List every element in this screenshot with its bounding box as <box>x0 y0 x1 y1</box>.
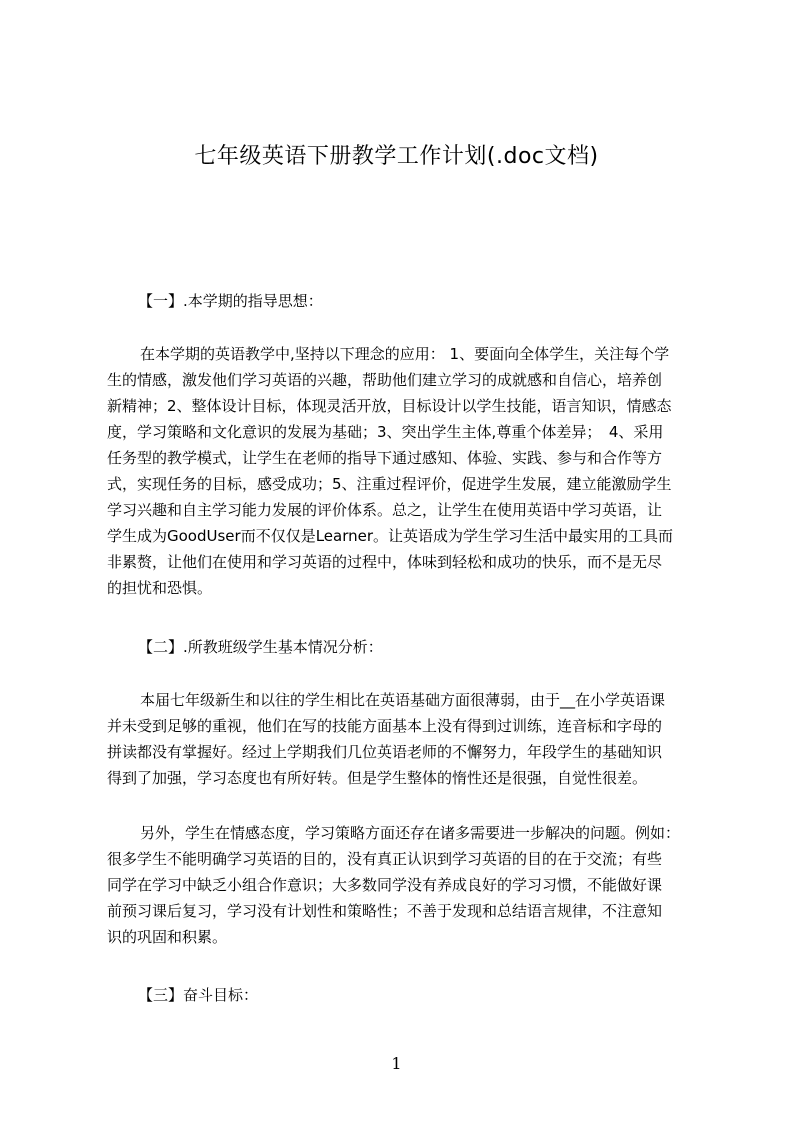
paragraph-line: 生的情感，激发他们学习英语的兴趣，帮助他们建立学习的成就感和自信心，培养创 <box>107 371 663 389</box>
paragraph-line: 并未受到足够的重视，他们在写的技能方面基本上没有得到过训练，连音标和字母的 <box>107 717 663 735</box>
paragraph-line: 任务型的教学模式，让学生在老师的指导下通过感知、体验、实践、参与和合作等方 <box>107 449 663 467</box>
section-heading-3: 【三】奋斗目标： <box>138 986 259 1004</box>
paragraph-line: 的担忧和恐惧。 <box>107 579 213 597</box>
paragraph-line: 得到了加强，学习态度也有所好转。但是学生整体的惰性还是很强，自觉性很差。 <box>107 769 648 787</box>
section-heading-1: 【一】.本学期的指导思想： <box>138 292 323 310</box>
paragraph-2 <box>107 687 697 791</box>
section-heading-2: 【二】.所教班级学生基本情况分析： <box>138 638 383 656</box>
paragraph-line: 同学在学习中缺乏小组合作意识；大多数同学没有养成良好的学习习惯，不能做好课 <box>107 876 663 894</box>
paragraph-line: 度，学习策略和文化意识的发展为基础；3、突出学生主体,尊重个体差异； 4、采用 <box>107 423 664 441</box>
paragraph-line: 在本学期的英语教学中,坚持以下理念的应用： 1、要面向全体学生，关注每个学 <box>140 345 670 363</box>
paragraph-line: 新精神；2、整体设计目标，体现灵活开放，目标设计以学生技能，语言知识，情感态 <box>107 397 672 415</box>
paragraph-line: 学生成为GoodUser而不仅仅是Learner。让英语成为学生学习生活中最实用的工具而 <box>107 527 674 545</box>
paragraph-line: 前预习课后复习，学习没有计划性和策略性；不善于发现和总结语言规律，不注意知 <box>107 902 663 920</box>
paragraph-1 <box>107 341 697 601</box>
paragraph-line: 拼读都没有掌握好。经过上学期我们几位英语老师的不懈努力，年段学生的基础知识 <box>107 743 663 761</box>
paragraph-line: 式，实现任务的目标，感受成功；5、注重过程评价，促进学生发展，建立能激励学生 <box>107 475 672 493</box>
page-number: 1 <box>391 1054 402 1073</box>
paragraph-line: 识的巩固和积累。 <box>107 928 228 946</box>
paragraph-line: 非累赘，让他们在使用和学习英语的过程中，体味到轻松和成功的快乐，而不是无尽 <box>107 553 663 571</box>
paragraph-line: 很多学生不能明确学习英语的目的，没有真正认识到学习英语的目的在于交流；有些 <box>107 850 663 868</box>
paragraph-3 <box>107 820 697 950</box>
paragraph-line: 本届七年级新生和以往的学生相比在英语基础方面很薄弱，由于__在小学英语课 <box>140 691 666 709</box>
paragraph-line: 另外，学生在情感态度，学习策略方面还存在诸多需要进一步解决的问题。例如： <box>140 824 681 842</box>
paragraph-line: 学习兴趣和自主学习能力发展的评价体系。总之，让学生在使用英语中学习英语，让 <box>107 501 663 519</box>
document-title: 七年级英语下册教学工作计划(.doc文档) <box>194 144 599 169</box>
